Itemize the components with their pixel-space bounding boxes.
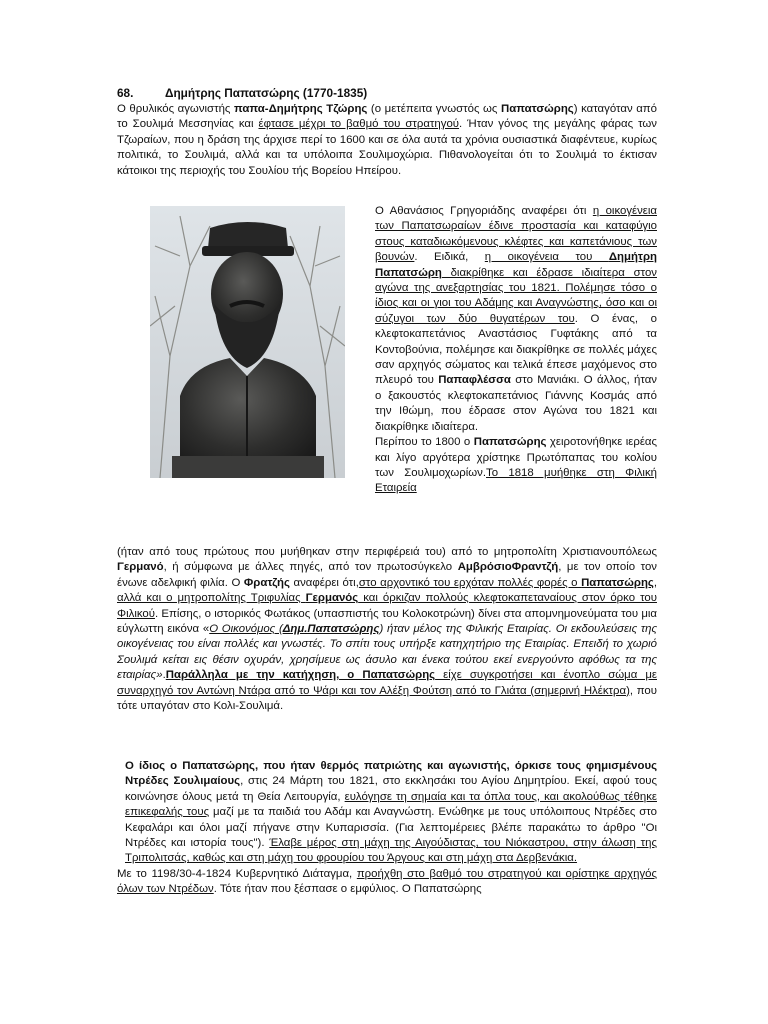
text-run-underlined (117, 669, 657, 696)
text-run-bold: Παπατσώρης (473, 436, 547, 449)
text-run: στο αρχοντικό του ερχόταν πολλές φορές ο (358, 576, 582, 589)
text-run: . Ειδικά, (414, 251, 485, 264)
text-run: , στις 24 Μάρτη του 1821, στο εκκλησάκι του Αγίου Δημητρίου. Εκεί, αφού τους κοινώνησε όλους μετά τη Θεία Λειτουργία, (125, 775, 657, 803)
text-run-bold: Γερμανό (117, 561, 164, 574)
section-title: Δημήτρης Παπατσώρης (1770-1835) (165, 86, 368, 100)
text-run-underlined: προήχθη στο βαθμό του στρατηγού και ορίστηκε αρχηγός όλων των Ντρέδων (117, 867, 657, 896)
text-run: Περίπου το 1800 ο (375, 436, 474, 449)
text-run: μαζί με τα παιδιά του Αδάμ και Αναγνώστη. Ενώθηκε με τους υπόλοιπους Ντρέδες στο Κεφαλάρι και όλοι μαζί πήγανε στην Κυπαρισσία. (Για λεπτομέρειες βλέπε παρακάτω το άρθρο "Οι Ντρέδες και ιστορία τους"). (125, 806, 657, 850)
text-run: , αλλά και ο μητροπολίτης Τριφυλίας (117, 576, 657, 605)
bust-photo (150, 206, 345, 478)
text-run: αναφέρει ότι, (289, 576, 359, 589)
text-run: . Ο ένας, ο κλεφτοκαπετάνιος Αναστάσιος Γυφτάκης από τα Κοντοβούνια, πολέμησε και διακρίθηκε σε πολλές μάχες σαν αρχηγός σώματος και τελικά έπεσε μαχόμενος στο πλευρό του (375, 312, 657, 387)
text-run: και όρκιζαν πολλούς κλεφτοκαπεταναίους στον όρκο του Φιλικού (117, 592, 657, 620)
text-run-bold: Παπαφλέσσα (438, 374, 511, 387)
text-run: Ο θρυλικός αγωνιστής (117, 103, 234, 115)
text-run: διακρίθηκε και έδρασε ιδιαίτερα στον αγώνα της ανεξαρτησίας του 1821. Πολέμησε τόσο ο ίδιος και οι γιοι του Αδάμης και Αναγνώστης, όσο και οι σύζυγοι των δύο θυγατέρων του (375, 266, 657, 325)
text-run: , που τότε υπαγόταν στο Κολι-Σουλιμά. (117, 684, 657, 713)
text-run-underlined: Το 1818 μυήθηκε στη Φιλική Εταιρεία (375, 466, 657, 495)
text-run-bold: Δημ.Παπατσώρης (282, 623, 380, 636)
intro-paragraph (117, 102, 657, 179)
right-column-paragraph (375, 204, 657, 497)
text-run: χειροτονήθηκε ιερέας και λίγο αργότερα χρίστηκε Πρωτόπαπας του κολίου των Σουλιμοχωρίων. (375, 436, 657, 479)
full-width-paragraph (117, 545, 657, 714)
text-run: είχε συγκροτήσει και ένοπλο σώμα με συναρχηγό τον Αντώνη Ντάρα από το Ψάρι και τον Αλέξη Φούτση από το Γλιάτα (117, 669, 657, 697)
text-run-underlined: η οικογένεια των Παπατσωραίων έδινε προστασία και καταφύγιο στους καταδιωκόμενους κλέφτες και καπετάνιους των βουνών (375, 205, 657, 264)
full-width-paragraph-2 (117, 759, 657, 898)
paragraph (117, 759, 657, 867)
text-run: , με τον οποίο τον ένωνε αδελφική φιλία. Ο (117, 561, 657, 589)
text-run-bold: Γερμανός (305, 592, 359, 605)
text-run: Ο ίδιος ο (125, 760, 183, 772)
section-number: 68. (117, 86, 134, 100)
text-run-bold: Παράλληλα με την κατήχηση, ο (165, 669, 363, 682)
text-run: , ή σύμφωνα με άλλες πηγές, από τον πρωτοσύγκελο (163, 561, 458, 574)
text-run-underlined: έφτασε μέχρι το βαθμό του στρατηγού (258, 118, 460, 131)
text-run: . (162, 669, 166, 682)
text-run-bold: Φρατζής (243, 576, 290, 589)
text-run: (σημερινή Ηλέκτρα) (526, 684, 630, 697)
text-run-bold: Παπατσώρης (581, 576, 654, 589)
text-run-underlined: Έλαβε μέρος στη μάχη της Αιγούδιστας, του Νιόκαστρου, στην άλωση της Τριπολιτσάς, καθώς και στη μάχη του φρουρίου του Άργους και στη μάχη στα Δερβενάκια. (125, 837, 657, 865)
text-run: ) ήταν μέλος της Φιλικής Εταιρίας. Οι εκδουλεύσεις της οικογένειας του είναι πολλές και γνωστές. Το σπίτι τους υπήρξε κατηχητήριο της Εταιρίας (117, 623, 657, 651)
text-run: . Επειδή το χωριό Σουλιμά κείται εις θέσιν οχυράν, χρησίμευε ως άσυλο και ένεκα τούτου εκεί ενεργούντο αφόθως τα της εταιρίας» (117, 638, 658, 682)
text-run: στο Μανιάκι. Ο άλλος, ήταν ο ξακουστός κλεφτοκαπετάνιος Γιάννης Κοσμάς από την Ιθώμη, που έδρασε στον Αγώνα του 1821 και διακρίθηκε ιδιαίτερα. (375, 374, 657, 433)
text-run: ) καταγόταν από το Σουλιμά Μεσσηνίας και (117, 103, 657, 131)
text-run: η οικογένεια του (484, 251, 609, 264)
text-run: , που ήταν θερμός πατριώτης και αγωνιστής, όρκισε τους φημισμένους Ντρέδες Σουλιμαίους (125, 760, 657, 788)
text-run: Παπατσώρης (182, 760, 255, 772)
text-run: Ο Οικονόμος ( (209, 623, 283, 636)
text-run-bold: Δημήτρη Παπατσώρη (375, 251, 657, 279)
text-run: . Επίσης, ο ιστορικός Φωτάκος (υπασπιστής του Κολοκοτρώνη) δίνει στα απομνημονεύματα του μια εύγλωττη εικόνα « (117, 607, 657, 636)
text-run-bold: παπα-Δημήτρης Τζώρης (233, 103, 368, 115)
text-run: Ο Αθανάσιος Γρηγοριάδης αναφέρει ότι (375, 205, 593, 217)
text-run-underlined: ευλόγησε τη σημαία και τα όπλα τους, και ακολούθως τέθηκε επικεφαλής τους (125, 790, 657, 819)
section-heading (117, 86, 657, 101)
text-run-bold: Παπατσώρης (500, 103, 574, 115)
paragraph (375, 204, 657, 435)
text-run: (ο μετέπειτα γνωστός ως (367, 103, 501, 115)
text-run: (ήταν από τους πρώτους που μυήθηκαν στην περιφέρειά του) από το μητροπολίτη Χριστιανουπόλεως (117, 546, 657, 558)
text-run: . Τότε ήταν που ξέσπασε ο εμφύλιος. Ο Παπατσώρης (213, 883, 482, 896)
paragraph (375, 435, 657, 497)
text-run-underlined (209, 623, 379, 635)
text-run-bold: Παπατσώρης (362, 669, 436, 682)
text-run-bold: ΑμβρόσιοΦραντζή (457, 561, 559, 574)
text-run: . Ήταν γόνος της μεγάλης φάρας των Τζωραίων, που η δράση της άρχισε περί το 1600 και σε όλα αυτά τα χρόνια ουσιαστικά διαφέντευε, κυρίως πολιτικά, το Σουλιμά, αλλά και τα υπόλοιπα Σουλιμοχώρια. Πιθανολογείται ότι το Σουλιμά το έκτισαν κάτοικοι της περιοχής του Σουλίου τής Βορείου Ηπείρου. (117, 118, 657, 177)
paragraph (117, 867, 657, 898)
text-run: Με το 1198/30-4-1824 Κυβερνητικό Διάταγμα, (117, 867, 357, 880)
